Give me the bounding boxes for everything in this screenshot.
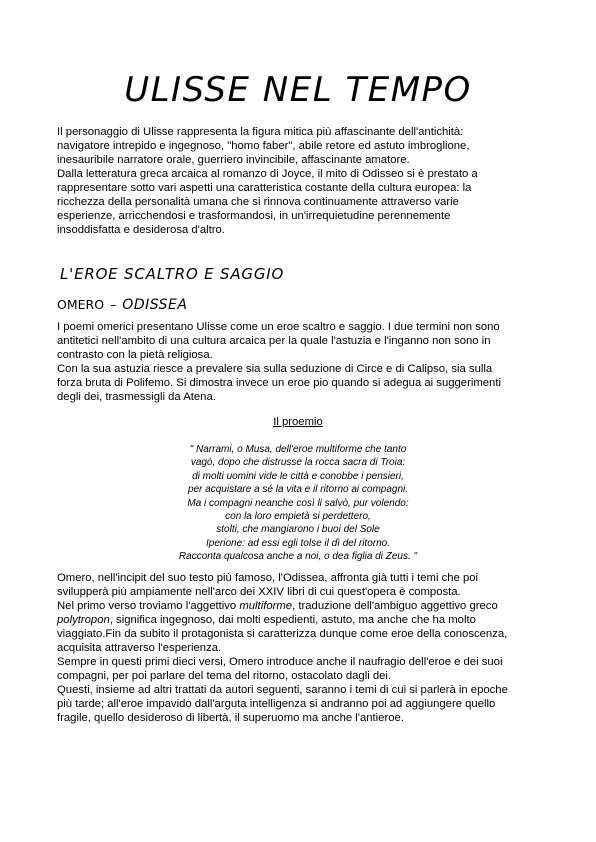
italic-term: multiforme <box>239 600 293 612</box>
subsection-work: ODISSEA <box>122 297 188 313</box>
analysis-line: Sempre in questi primi dieci versi, Omero introduce anche il naufragio dell'eroe e dei suoi <box>57 656 503 668</box>
poem-line: " Narrami, o Musa, dell'eroe multiforme che tanto <box>189 444 407 455</box>
intro-line: esperienze, arricchendosi e trasformandosi, in un'irrequietudine perennemente <box>57 210 451 222</box>
intro-line: navigatore intrepido e ingegnoso, "homo faber", abile retore ed astuto imbroglione, <box>57 140 470 152</box>
analysis-text: , traduzione dell'ambiguo aggettivo greco <box>292 600 498 612</box>
analysis-line: Questi, insieme ad altri trattati da autori seguenti, saranno i temi di cui si parlerà in epoche <box>57 684 508 696</box>
page-title: ULISSE NEL TEMPO <box>124 70 472 110</box>
poem-line: di molti uomini vide le città e conobbe i pensieri, <box>192 470 404 482</box>
intro-paragraph <box>57 125 547 237</box>
section-title: L'EROE SCALTRO E SAGGIO <box>60 265 285 283</box>
omero-line: Con la sua astuzia riesce a prevalere sia sulla seduzione di Circe e di Calipso, sia sulla <box>57 363 493 375</box>
subsection-author: OMERO <box>57 297 105 312</box>
analysis-paragraph <box>57 571 547 725</box>
omero-line: degli dei, trasmessigli da Atena. <box>57 391 216 403</box>
analysis-line: viaggiato.Fin da subito il protagonista si caratterizza dunque come eroe della conoscenza, <box>57 628 508 640</box>
analysis-text: Nel primo verso troviamo l'aggettivo <box>57 600 240 612</box>
italic-term: polytropon <box>57 614 110 626</box>
analysis-line: Omero, nell'incipit del suo testo più famoso, l'Odissea, affronta già tutti i temi che poi <box>57 572 479 584</box>
omero-line: I poemi omerici presentano Ulisse come un eroe scaltro e saggio. I due termini non sono <box>57 321 500 333</box>
poem-line: stolti, che mangiarono i buoi del Sole <box>216 524 380 536</box>
proemio-poem <box>0 443 596 564</box>
intro-line: Dalla letteratura greca arcaica al romanzo di Joyce, il mito di Odisseo si è prestato a <box>57 168 478 180</box>
poem-line: con la loro empietà si perdettero, <box>225 511 371 523</box>
analysis-text: , significa ingegnoso, dai molti espedienti, astuto, ma anche che ha molto <box>109 614 476 626</box>
analysis-line: più tarde; all'eroe impavido dall'arguta intelligenza si andranno poi ad aggiungere quello <box>57 698 496 710</box>
intro-line: inesauribile narratore orale, guerriero invincibile, affascinante amatore. <box>57 154 410 166</box>
analysis-line: compagni, per poi parlare del tema del ritorno, ostacolato dagli dei. <box>57 670 392 682</box>
intro-line: insoddisfatta e desiderosa d'altro. <box>57 224 225 236</box>
proemio-heading: Il proemio <box>273 416 323 428</box>
omero-paragraph <box>57 320 547 404</box>
poem-line: Ma i compagni neanche così li salvò, pur volendo: <box>187 497 409 509</box>
analysis-line: fragile, quello desideroso di libertà, il superuomo ma anche l'antieroe. <box>57 712 404 724</box>
analysis-line: acquisita attraverso l'esperienza. <box>57 642 222 654</box>
intro-line: ricchezza della personalità umana che si rinnova continuamente attraverso varie <box>57 196 459 208</box>
poem-line: vagò, dopo che distrusse la rocca sacra di Troia: <box>190 457 406 469</box>
omero-line: contrasto con la pietà religiosa. <box>57 349 213 361</box>
poem-line: Racconta qualcosa anche a noi, o dea figlia di Zeus. " <box>178 551 418 563</box>
poem-line: Iperione: ad essi egli tolse il dì del ritorno. <box>206 537 390 549</box>
omero-line: forza bruta di Polifemo. Si dimostra invece un eroe pio quando si adegua ai suggerimenti <box>57 377 501 389</box>
omero-line: antitetici nell'ambito di una cultura arcaica per la quale l'astuzia e l'inganno non sono in <box>57 335 491 347</box>
intro-line: rappresentare sotto vari aspetti una caratteristica costante della cultura europea: la <box>57 182 472 194</box>
analysis-line <box>57 599 547 613</box>
poem-line: per acquistare a sé la vita e il ritorno ai compagni. <box>187 484 409 496</box>
analysis-line: svilupperà più ampiamente nell'arco dei XXIV libri di cui quest'opera è composta. <box>57 586 461 598</box>
intro-line: Il personaggio di Ulisse rappresenta la figura mitica più affascinante dell'antichità: <box>57 126 464 138</box>
subsection-separator: – <box>110 297 117 312</box>
analysis-line <box>57 613 547 627</box>
subsection-heading <box>57 296 187 314</box>
